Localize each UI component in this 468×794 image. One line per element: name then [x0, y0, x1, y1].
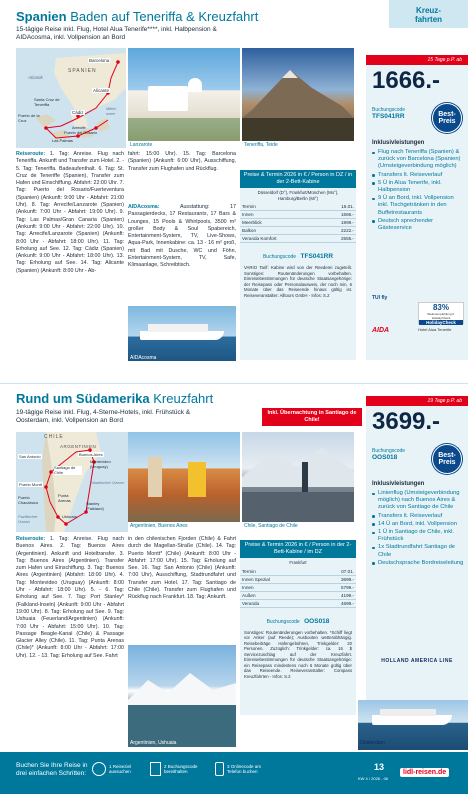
map-label-puerto: Puerto de la Cruz [18, 113, 40, 123]
table-head-value: 07.01. [316, 568, 356, 576]
south-itinerary-cont [128, 536, 236, 646]
table-row [240, 599, 356, 607]
table-cell: 1999.- [320, 219, 356, 227]
south-itinerary-cont-text: in den chilenischen Fjorden (Chile) & Fahrt durch die Magellan-Straße (Chile). 14. Tag: Puerto Montt* (Chile) (Ankunft: 8:00 Uhr - Abfahrt: 17:00 Uhr). 15. Tag: Erholung auf See. 16. Tag: San Antonio (Chile) (Ankunft: 7:00 Uhr), Ausschiffung, Stadtrundfahrt und Transfer zum Hotel. 17. Tag: Santiago de Chile (Chile). Transfer zum Flughafen und Rückflug nach Frankfurt. 18. Tag: Ankunft. [128, 536, 236, 601]
table-cell: 4699.- [316, 599, 356, 607]
best-price-badge: Best- Preis [432, 444, 462, 474]
map-label-san-antonio: San Antonio [19, 454, 41, 459]
rating-percent: 83% [432, 303, 449, 312]
map-label-santa-cruz: Santa Cruz de Teneriffa [34, 97, 60, 107]
table-row [240, 219, 356, 227]
south-itinerary-label: Reiseroute: [16, 536, 46, 542]
spain-booking-label: Buchungscode [372, 107, 406, 113]
spain-table-title: Preise & Termin 2026 in € / Person in DZ / in der 2-Bett-Kabine [240, 170, 356, 188]
south-title-bold: Rund um Südamerika [16, 391, 150, 406]
map-label-spanien: SPANIEN [68, 68, 97, 74]
footer [0, 752, 468, 794]
table-cell: Veranda [240, 599, 316, 607]
map-label-pazifik: Pazifischer Ozean [18, 514, 38, 524]
south-price-label: 19 Tage p.P. ab [366, 396, 468, 406]
table-head-label: Termin [240, 203, 320, 211]
logo-alua: Hotel Alua Tenerife [418, 327, 452, 332]
table-cell: Innen [240, 211, 320, 219]
list-item: 9 Ü an Bord, inkl. Vollpension inkl. Tischgetränken in den Buffetrestaurants [372, 195, 464, 217]
photo-ushuaia [128, 645, 236, 747]
map-label-puerto-chacabuco: Puerto Chacabuco [18, 495, 39, 505]
map-label-punta: Punta Arenas [58, 493, 71, 503]
map-label-puerto-rosario: Puerto del Rosario [64, 130, 98, 135]
south-sidebar [366, 396, 468, 706]
table-head-value: 15.01. [320, 203, 356, 211]
list-item: 14 Ü an Bord, inkl. Vollpension [372, 521, 464, 528]
logo-holland-america: HOLLAND AMERICA LINE [381, 658, 453, 664]
rating-sub: Weiterempfehlung lt. HolidayCheck [427, 312, 455, 320]
map-label-barcelona: Barcelona [89, 58, 110, 63]
footer-small: KW 4 / 2026 - 06 [358, 776, 389, 781]
photo-aidacosma [128, 306, 236, 361]
footer-step-1-label: 1 Reiseziel aussuchen [109, 763, 132, 774]
map-label-puerto-montt: Puerto Montt [19, 482, 42, 487]
map-label-santiago: Santiago de Chile [54, 466, 82, 475]
caption-ushuaia: Argentinien, Ushuaia [130, 740, 177, 746]
table-code: OOS018 [304, 617, 330, 625]
spain-ship-text: Ausstattung: 17 Passagierdecks, 17 Restaurants, 17 Bars & Lounges, 15 Pools & Whirlpools, 3500 m² großer Body & Soul Spabereich, Entertainment-System, TV, Live-Shows, Aqua-Park, Innenkabine: ca. 13 - 16 m² groß, mit Bad mit Dusche, WC und Föhn, Entertainment-System, TV, Safe, Klimaanlage, Schreibtisch. [128, 204, 236, 269]
south-table-title: Preise & Termin 2026 in € / Person in der 2-Bett-Kabine / im DZ [240, 540, 356, 558]
list-item: Deutsch sprechender Gästeservice [372, 218, 464, 232]
spain-title-rest: Baden auf Teneriffa & Kreuzfahrt [66, 9, 259, 24]
holidaycheck-logo: HolidayCheck [419, 320, 463, 325]
map-label-cadiz: Cádiz [72, 110, 84, 115]
spain-subtitle [16, 26, 366, 42]
table-cell: Meerblick [240, 219, 320, 227]
map-label-montevideo: Montevideo (Uruguay) [90, 459, 111, 469]
table-row [240, 235, 356, 243]
south-incl-title: Inklusivleistungen [372, 481, 425, 487]
map-label-las-palmas: Las Palmas [52, 138, 73, 143]
photo-lanzarote [128, 48, 240, 141]
spain-incl-list [372, 149, 464, 232]
spain-booking-code: TFS041RR [372, 113, 405, 120]
table-cell: 4199.- [316, 591, 356, 599]
south-booking-label: Buchungscode [372, 448, 406, 454]
caption-oosterdam: Oosterdam [360, 740, 385, 746]
footer-url[interactable]: lidl-reisen.de [400, 768, 449, 777]
caption-buenos-aires: Argentinien, Buenos Aires [130, 523, 188, 529]
map-label-atlantik: Atlantik [28, 75, 43, 80]
table-code: TFS041RR [300, 253, 334, 260]
footer-left-1: Buchen Sie Ihre Reise in [16, 762, 88, 769]
south-price: 3699.- [372, 408, 441, 435]
south-subtitle-2: Oosterdam, inkl. Vollpension an Bord [16, 417, 123, 424]
logo-tuifly: TUI fly [372, 295, 388, 301]
list-item: 1x Stadtrundfahrt Santiago de Chile [372, 544, 464, 558]
section-divider [0, 383, 468, 384]
spain-subtitle-2: AIDAcosma, inkl. Vollpension an Bord [16, 34, 126, 41]
logo-aida: AIDA [372, 327, 390, 334]
list-item: 1 Ü in Santiago de Chile, inkl. Frühstück [372, 529, 464, 543]
spain-ship-label: AIDAcosma: [128, 204, 160, 210]
spain-table [240, 203, 356, 243]
footer-step-1 [92, 762, 143, 776]
photo-santiago [242, 432, 354, 522]
caption-lanzarote: Lanzarote [130, 142, 153, 148]
table-row [240, 591, 356, 599]
spain-itinerary-text: 1. Tag: Anreise. Flug nach Teneriffa. Ankunft und Transfer zum Hotel. 2. - 5. Tag: Teneriffa. Badeaufenthalt. 6. Tag: St. Cruz de Teneriffe (Spanien), Transfer zum Hafen und Einschiffung. Abfahrt: 22:00 Uhr. 7. Tag: Puerto del Rosario/Fuerteventura (Spanien) (Ankunft: 9:00 Uhr - Abfahrt: 21:00 Uhr). 8. Tag: Arrecife/Lanzarote (Spanien) (Ankunft: 7:00 Uhr - Abfahrt: 19:00 Uhr). 9. Tag: Las Palmas/Gran Canaria (Spanien) (Ankunft: 9:00 Uhr - Abfahrt: 22:00 Uhr). 10. Tag: Arrecife/Lanzarote (Spanien) (Ankunft: 8:00 Uhr - Abfahrt: 18:00 Uhr). 11. Tag: Erholung auf See. 12. Tag: Cádiz (Spanien) (Ankunft: 9:00 Uhr - Abfahrt: 18:00 Uhr). 13. Tag: Erholung auf See. 14. Tag: Alicante (Spanien) (Ankunft: 8:00 Uhr - Ab- [16, 151, 124, 274]
caption-aidacosma: AIDAcosma [130, 355, 157, 361]
south-itinerary [16, 536, 124, 748]
list-item: Deutschsprache Bordreiseleitung [372, 560, 464, 567]
spain-itinerary-cont [128, 151, 236, 201]
table-row [240, 583, 356, 591]
table-cell: 2222.- [320, 227, 356, 235]
south-booking-code: OOS018 [372, 454, 398, 461]
globe-icon [92, 762, 106, 776]
list-item: 5 Ü in Alua Tenerife, inkl. Halbpension [372, 180, 464, 194]
table-row [240, 211, 356, 219]
footer-step-3 [215, 762, 267, 776]
phone-icon [215, 762, 224, 776]
table-cell: Außen [240, 591, 316, 599]
south-table-dates: Frankfurt [289, 560, 307, 565]
footer-step-3-label: 3 Onlinecode am Telefon buchen [227, 763, 262, 774]
map-label-buenos: Buenos Aires [79, 452, 103, 457]
table-cell: Innen [240, 583, 316, 591]
tab-line2: fahrten [414, 15, 443, 24]
spain-price-table [240, 170, 356, 360]
spain-price-label: 15 Tage p.P. ab [366, 55, 468, 65]
spain-ship-desc [128, 204, 236, 304]
south-price-table [240, 540, 356, 715]
spain-map [16, 48, 126, 148]
map-label-alicante: Alicante [93, 88, 110, 93]
map-label-stanley: Stanley (Falkland) [86, 501, 104, 511]
caption-santiago: Chile, Santiago de Chile [244, 523, 298, 529]
photo-buenos-aires [128, 432, 240, 522]
south-itinerary-text: 1. Tag: Anreise. Flug nach Buenos Aires. 2. Tag: Buenos Aires (Argentinien). Ankunft und Hoteltransfer. 3. Tag: Buenos Aires (Argentinien). Transfer zum Hafen und Einschiffung. 3. Tag: Buenos Aires (Argentinien) (Abfahrt: 18:00 Uhr). 4. Tag: Montevideo (Uruguay) (Ankunft: 8:00 Uhr - Abfahrt: 18:00 Uhr). 5. - 6. Tag: Erholung auf See. 7. Tag: Port Stanley* (Falkland-Inseln) (Ankunft: 9:00 Uhr - Abfahrt 19:00 Uhr). 8. Tag: Erholung auf See. 9. Tag: Ushuaia (Feuerland/Argentinien) (Ankunft: 7:00 Uhr - Abfahrt: 15:00 Uhr). 10. Tag: Passage Beagle-Kanal (Chile) & Passage Glacier Alley (Chile). 11. Tag: Punta Arenas (Chile)* (Ankunft: 8:00 Uhr - Abfahrt: 17:00 Uhr). 12. - 13. Tag: Erholung auf See. Fahrt [16, 536, 124, 659]
table-cell: Innen Spezial [240, 575, 316, 583]
spain-sidebar [366, 55, 468, 360]
table-cell: 1666.- [320, 211, 356, 219]
footer-left-2: drei einfachen Schritten: [16, 770, 87, 777]
spain-table-dates: Düsseldorf (D°), Frankfurt/München (Mo°), Hamburg/Berlin (Mi°) [257, 190, 339, 201]
table-cell: 3699.- [316, 575, 356, 583]
spain-title [16, 9, 258, 24]
table-code-label: Buchungscode [262, 254, 297, 260]
south-title-rest: Kreuzfahrt [149, 391, 214, 406]
table-cell: 2555.- [320, 235, 356, 243]
south-red-note: Inkl. Übernachtung in Santiago de Chile! [262, 408, 362, 426]
south-table [240, 568, 356, 608]
spain-itinerary-label: Reiseroute: [16, 151, 46, 157]
table-row [240, 227, 356, 235]
list-item: Linienflug (Umsteigeverbindung möglich) nach Buenos Aires & zurück von Santiago de Chile [372, 490, 464, 512]
map-label-atlantik: Atlantischer Ozean [90, 480, 124, 485]
south-subtitle [16, 409, 266, 425]
south-title [16, 391, 213, 406]
photo-teneriffa [242, 48, 354, 141]
section-tab [389, 0, 468, 28]
footer-step-2-label: 2 Buchungscode bereithalten [164, 763, 198, 774]
document-icon [150, 762, 161, 776]
south-incl-list [372, 490, 464, 567]
south-map [16, 432, 128, 532]
south-subtitle-1: 19-tägige Reise inkl. Flug, 4-Sterne-Hotels, inkl. Frühstück & [16, 409, 191, 416]
south-table-note: Sonstiges: Routenänderungen vorbehalten. *Schiff liegt vor Anker (auf Reede); Ausbooten wetterabhängig. Reisebeiträge Hafengebühren, Trinkgelder: 20 Personen. Zuzüglich: Trinkgelder: ca. 16 $ Servicezuschlag auf der Kreuzfahrt. Einreisebestimmungen für deutsche Staatsangehörige: ein Reisepass mindestens noch 6 Monate gültig über das Reiseende. Reiseveranstalter: Compass Kreuzfahrten - Infos: S.2 [244, 629, 352, 679]
table-cell: Balkon [240, 227, 320, 235]
table-head-label: Termin [240, 568, 316, 576]
holidaycheck-rating [418, 302, 464, 324]
table-code-label: Buchungscode [266, 618, 300, 625]
spain-itinerary-cont-text: fahrt: 15:00 Uhr). 15. Tag: Barcelona (Spanien) (Ankunft: 6:00 Uhr), Ausschiffung, Transfer zum Flughafen und Rückflug. [128, 151, 236, 172]
caption-teneriffa: Teneriffa, Teide [244, 142, 278, 148]
spain-table-note: VARIO Tarif: Kabine wird von der Reederei zugeteilt. Sonstiges: Routenänderungen vorbehalten. Einreisebestimmungen für deutsche Staatsangehörige: der Reisepass oder Personalausweis, der noch min. 6 Monate über das Reiseende hinaus gültig ist. Reiseveranstalter: Alltours GmbH - Infos: S.2 [244, 265, 352, 298]
footer-page-number: 13 [374, 762, 385, 772]
map-label-arrecife: Arrecife [72, 125, 86, 130]
tab-line1: Kreuz- [416, 6, 441, 15]
table-row [240, 568, 356, 576]
list-item: Transfers lt. Reiseverlauf [372, 172, 464, 179]
spain-itinerary [16, 151, 124, 361]
list-item: Flug nach Teneriffa (Spanien) & zurück von Barcelona (Spanien) (Umsteigeverbindung möglich) [372, 149, 464, 171]
best-price-badge: Best- Preis [432, 103, 462, 133]
map-label-chile: CHILE [44, 434, 64, 440]
table-row [240, 575, 356, 583]
spain-subtitle-1: 15-tägige Reise inkl. Flug, Hotel Alua Tenerife****, inkl. Halbpension & [16, 26, 217, 33]
table-cell: Veranda Komfort [240, 235, 320, 243]
map-label-mittelmeer: Mittel- meer [106, 106, 117, 116]
map-label-ushuaia: Ushuaia [62, 514, 77, 519]
spain-incl-title: Inklusivleistungen [372, 140, 425, 146]
footer-step-2 [150, 762, 204, 776]
spain-price: 1666.- [372, 67, 441, 94]
spain-title-bold: Spanien [16, 9, 67, 24]
list-item: Transfers lt. Reiseverlauf [372, 513, 464, 520]
table-row [240, 203, 356, 211]
map-label-argentinien: ARGENTINIEN [60, 444, 97, 449]
table-cell: 5799.- [316, 583, 356, 591]
